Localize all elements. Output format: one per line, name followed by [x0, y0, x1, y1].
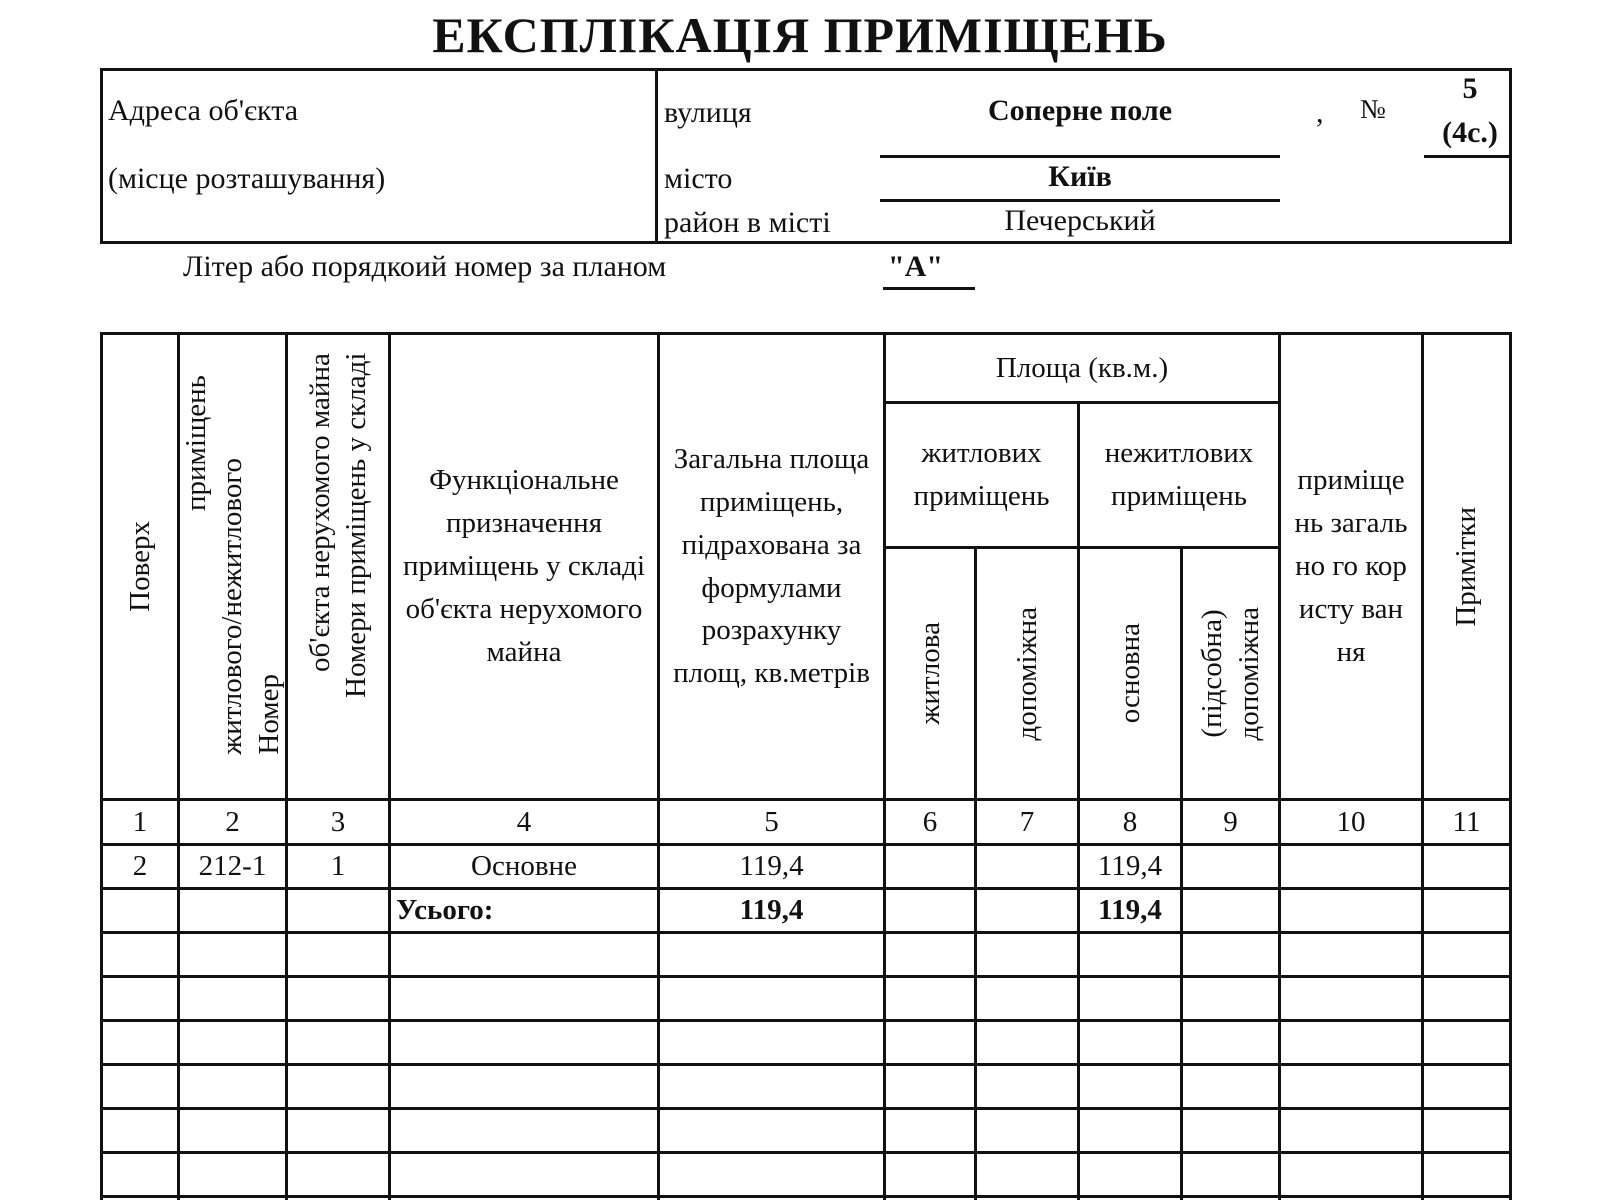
header-residential-living: житлова — [913, 622, 946, 725]
header-nonresidential-aux: допоміжна — [1232, 606, 1265, 741]
col-number: 3 — [330, 805, 346, 838]
number-label: № — [1360, 94, 1386, 124]
row-nonresidential-aux — [1183, 846, 1278, 887]
street-label: вулиця — [664, 96, 752, 129]
header-area-group: Площа (кв.м.) — [995, 351, 1169, 384]
header-room-number-type: житлового/нежитлового — [216, 458, 249, 755]
row-common-use — [1281, 846, 1421, 887]
total-area: 119,4 — [739, 894, 804, 927]
col-number: 4 — [516, 805, 532, 838]
street-underline — [880, 155, 1280, 158]
letter-label: Літер або порядкоий номер за планом — [183, 250, 667, 283]
header-notes: Примітки — [1450, 506, 1483, 627]
header-total-area: Загальна площа приміщень, підрахована за формулами розрахунку площ, кв.метрів — [673, 442, 870, 690]
col-number: 10 — [1336, 805, 1366, 838]
col-number: 6 — [922, 805, 938, 838]
address-comma: , — [1316, 96, 1324, 129]
address-label-sub: (місце розташування) — [108, 162, 386, 195]
row-residential-auxiliary — [977, 846, 1077, 887]
col-number: 1 — [132, 805, 148, 838]
row-room-numbers: 1 — [330, 850, 346, 883]
col-number: 7 — [1019, 805, 1035, 838]
district-label: район в місті — [664, 206, 831, 239]
city-value: Київ — [1048, 160, 1112, 193]
total-label: Усього: — [396, 894, 494, 927]
letter-value: "А" — [888, 250, 943, 283]
total-nonresidential-main: 119,4 — [1098, 894, 1162, 927]
row-function: Основне — [471, 850, 577, 883]
col-number: 9 — [1223, 805, 1238, 838]
col-number: 2 — [225, 805, 240, 838]
header-room-numbers-object: об'єкта нерухомого майна — [303, 353, 336, 672]
address-divider — [655, 68, 658, 244]
header-nonresidential-main: основна — [1113, 623, 1146, 724]
document-title: ЕКСПЛІКАЦІЯ ПРИМІЩЕНЬ — [432, 7, 1168, 63]
city-underline — [880, 199, 1280, 202]
header-room-number-suffix: приміщень — [180, 375, 213, 511]
col-number: 11 — [1452, 805, 1481, 838]
header-common-use: приміще нь загально го користу вання — [1294, 464, 1408, 668]
header-room-numbers: Номери приміщень у складі — [340, 353, 372, 699]
col-number: 5 — [764, 805, 779, 838]
letter-underline — [883, 287, 975, 290]
city-label: місто — [664, 162, 733, 195]
row-notes — [1424, 846, 1509, 887]
row-residential-living — [886, 846, 974, 887]
number-value: 5 — [1462, 72, 1478, 105]
number-value-suffix: (4с.) — [1442, 116, 1498, 149]
district-value: Печерський — [1004, 204, 1156, 237]
header-nonresidential-aux-sub: (підсобна) — [1196, 609, 1229, 738]
row-nonresidential-main: 119,4 — [1097, 850, 1163, 883]
col-number: 8 — [1122, 805, 1138, 838]
address-label: Адреса об'єкта — [108, 94, 299, 127]
number-underline — [1424, 155, 1512, 158]
header-room-number: Номер — [252, 674, 285, 755]
row-total-area: 119,4 — [739, 850, 804, 883]
row-floor: 2 — [132, 850, 148, 883]
header-nonresidential: нежитлових приміщень — [1104, 437, 1254, 512]
row-room-number: 212-1 — [198, 850, 267, 883]
street-value: Соперне поле — [987, 94, 1173, 127]
header-residential: житлових приміщень — [913, 437, 1050, 512]
header-residential-auxiliary: допоміжна — [1010, 606, 1043, 741]
header-function: Функціональне призначення приміщень у складі об'єкта нерухомого майна — [402, 464, 645, 668]
header-floor: Поверх — [123, 521, 156, 612]
